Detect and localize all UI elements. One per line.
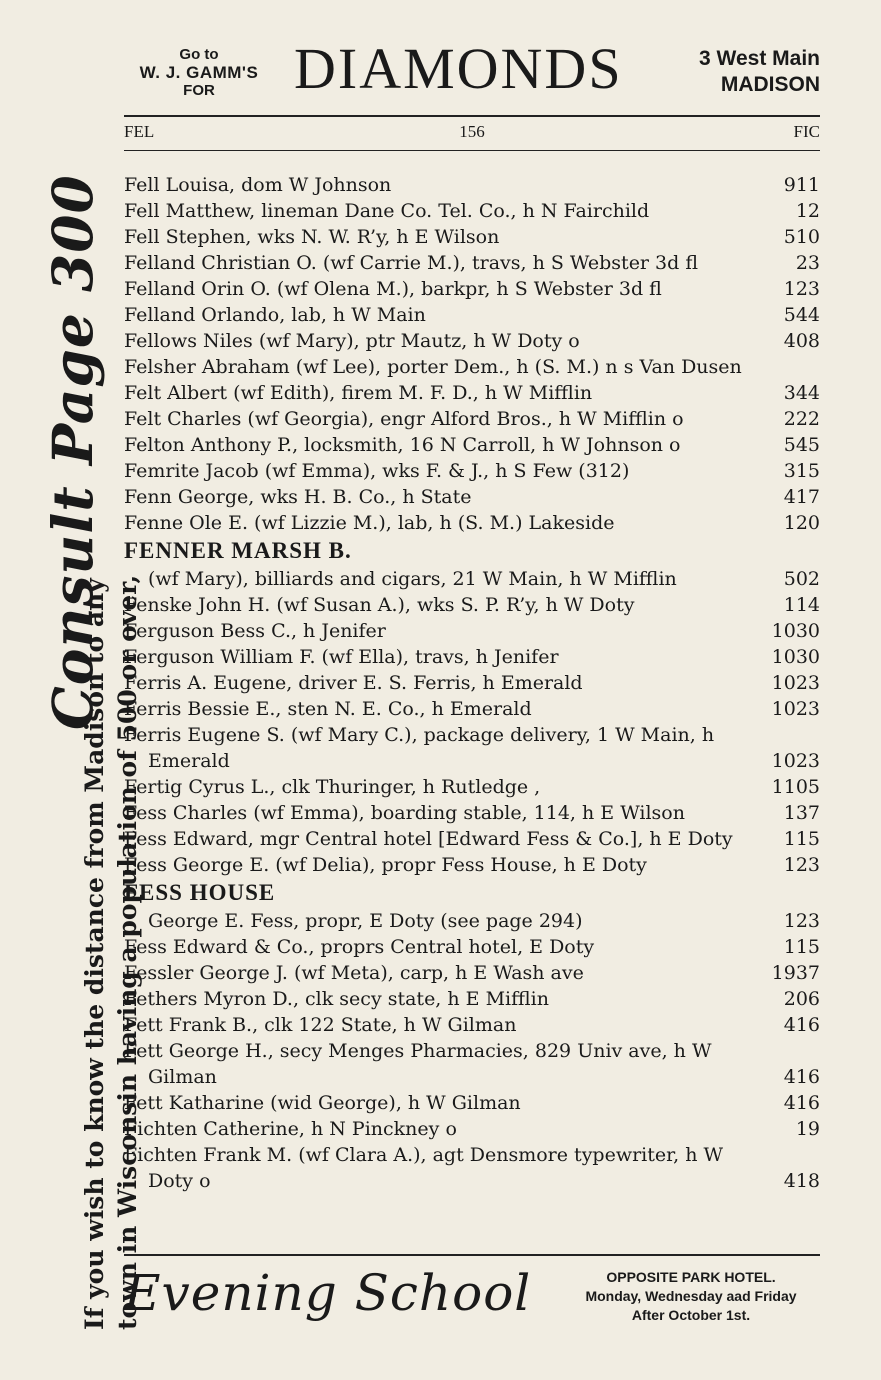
entry-number: 416 xyxy=(783,1014,820,1036)
entry-number: 545 xyxy=(783,434,820,456)
directory-entry xyxy=(124,1038,820,1090)
footer-ad-line-3: After October 1st. xyxy=(631,1307,751,1323)
directory-entry xyxy=(124,826,820,852)
entry-text: Fessler George J. (wf Meta), carp, h E Wash ave xyxy=(124,962,584,984)
directory-entry xyxy=(124,618,820,644)
directory-entry xyxy=(124,1142,820,1194)
entry-text: Fichten Catherine, h N Pinckney o xyxy=(124,1118,457,1140)
directory-entry xyxy=(124,250,820,276)
entry-text: FESS HOUSE xyxy=(124,880,276,905)
entry-text: Felt Albert (wf Edith), firem M. F. D., h W Mifflin xyxy=(124,382,593,404)
entry-number: 123 xyxy=(783,854,820,876)
directory-entry xyxy=(124,960,820,986)
directory-entry xyxy=(124,592,820,618)
entry-number: 19 xyxy=(795,1118,820,1140)
entry-text: Femrite Jacob (wf Emma), wks F. & J., h S Few (312) xyxy=(124,460,630,482)
directory-entry xyxy=(124,224,820,250)
directory-entry xyxy=(124,172,820,198)
entry-text: Fenn George, wks H. B. Co., h State xyxy=(124,486,472,508)
entry-number: 510 xyxy=(783,226,820,248)
directory-entry xyxy=(124,484,820,510)
entry-heading xyxy=(124,536,820,566)
directory-entry xyxy=(124,852,820,878)
directory-entry xyxy=(124,696,820,722)
side-ad-big-text: Consult Page 300 xyxy=(40,174,105,730)
entry-number: 1023 xyxy=(771,750,820,772)
directory-entry xyxy=(124,510,820,536)
directory-entry xyxy=(124,670,820,696)
entry-number: 1030 xyxy=(771,620,820,642)
entry-text: Felton Anthony P., locksmith, 16 N Carroll, h W Johnson o xyxy=(124,434,681,456)
entry-text: George E. Fess, propr, E Doty (see page 294) xyxy=(148,910,583,932)
entry-text: Ferguson William F. (wf Ella), travs, h Jenifer xyxy=(124,646,559,668)
entry-number: 123 xyxy=(783,278,820,300)
directory-entry xyxy=(124,934,820,960)
entry-text: Ferris Eugene S. (wf Mary C.), package delivery, 1 W Main, h Emerald xyxy=(124,724,715,772)
directory-entry xyxy=(124,774,820,800)
entry-number: 416 xyxy=(783,1066,820,1088)
entry-text: Fenske John H. (wf Susan A.), wks S. P. R’y, h W Doty xyxy=(124,594,635,616)
entry-number: 315 xyxy=(783,460,820,482)
entry-text: Felland Orlando, lab, h W Main xyxy=(124,304,426,326)
directory-entry xyxy=(124,380,820,406)
running-head-right: FIC xyxy=(793,122,820,141)
directory-entry xyxy=(124,800,820,826)
entry-text: FENNER MARSH B. xyxy=(124,538,352,563)
entry-number: 120 xyxy=(783,512,820,534)
entry-number: 502 xyxy=(783,568,820,590)
entry-number: 12 xyxy=(795,200,820,222)
entry-number: 114 xyxy=(783,594,820,616)
side-ad-line-2: town in Wisconsin having a population of 500 or over, xyxy=(113,574,142,1330)
entry-text: Felland Orin O. (wf Olena M.), barkpr, h S Webster 3d fl xyxy=(124,278,662,300)
footer-ad-line-1: OPPOSITE PARK HOTEL. xyxy=(606,1269,776,1285)
footer-rule xyxy=(124,1254,820,1256)
entry-text: Fell Louisa, dom W Johnson xyxy=(124,174,392,196)
entry-number: 417 xyxy=(783,486,820,508)
page-number: 156 xyxy=(459,122,485,141)
footer-ad-details xyxy=(566,1268,816,1325)
header-ad-left xyxy=(124,46,274,100)
entry-number: 206 xyxy=(783,988,820,1010)
footer-ad-title: Evening School xyxy=(124,1264,532,1322)
header-ad-address xyxy=(699,46,820,98)
entry-number: 911 xyxy=(783,174,820,196)
directory-entry xyxy=(124,1090,820,1116)
directory-entry xyxy=(124,722,820,774)
entry-number: 123 xyxy=(783,910,820,932)
entry-text: Fell Stephen, wks N. W. R’y, h E Wilson xyxy=(124,226,500,248)
header-ad-goto: Go to xyxy=(179,46,219,63)
entry-text: Fenne Ole E. (wf Lizzie M.), lab, h (S. M.) Lakeside xyxy=(124,512,615,534)
entry-text: Fett Frank B., clk 122 State, h W Gilman xyxy=(124,1014,517,1036)
entry-text: Fess George E. (wf Delia), propr Fess House, h E Doty xyxy=(124,854,647,876)
entry-text: Fertig Cyrus L., clk Thuringer, h Rutledge , xyxy=(124,776,541,798)
directory-entry xyxy=(124,302,820,328)
directory-entry xyxy=(124,276,820,302)
entry-text: Fess Charles (wf Emma), boarding stable, 114, h E Wilson xyxy=(124,802,685,824)
directory-entry xyxy=(124,458,820,484)
directory-entry xyxy=(124,198,820,224)
header-ad-address-line-1: 3 West Main xyxy=(699,47,820,70)
directory-entry xyxy=(124,406,820,432)
running-head xyxy=(124,122,820,146)
entry-number: 137 xyxy=(783,802,820,824)
directory-entry xyxy=(124,566,820,592)
entry-number: 544 xyxy=(783,304,820,326)
entry-heading xyxy=(124,878,820,908)
directory-entry xyxy=(124,644,820,670)
header-rule-bottom xyxy=(124,150,820,151)
entry-text: Fellows Niles (wf Mary), ptr Mautz, h W Doty o xyxy=(124,330,580,352)
entry-number: 1030 xyxy=(771,646,820,668)
entry-text: (wf Mary), billiards and cigars, 21 W Main, h W Mifflin xyxy=(148,568,677,590)
entry-number: 344 xyxy=(783,382,820,404)
entry-number: 115 xyxy=(783,828,820,850)
entry-text: Fess Edward, mgr Central hotel [Edward Fess & Co.], h E Doty xyxy=(124,828,733,850)
directory-entry xyxy=(124,908,820,934)
entry-number: 1105 xyxy=(771,776,820,798)
directory-entry xyxy=(124,432,820,458)
entry-number: 1937 xyxy=(771,962,820,984)
running-head-left: FEL xyxy=(124,122,155,141)
footer-advertisement xyxy=(124,1262,820,1332)
entry-text: Fell Matthew, lineman Dane Co. Tel. Co., h N Fairchild xyxy=(124,200,650,222)
entry-number: 23 xyxy=(795,252,820,274)
entry-text: Felland Christian O. (wf Carrie M.), travs, h S Webster 3d fl xyxy=(124,252,699,274)
entry-text: Fethers Myron D., clk secy state, h E Mifflin xyxy=(124,988,549,1010)
header-ad-title: DIAMONDS xyxy=(294,36,623,101)
directory-entry xyxy=(124,1116,820,1142)
directory-entry xyxy=(124,328,820,354)
side-ad-line-1: If you wish to know the distance from Madison to any xyxy=(80,578,109,1330)
entry-text: Ferris A. Eugene, driver E. S. Ferris, h Emerald xyxy=(124,672,583,694)
entry-text: Fett Katharine (wid George), h W Gilman xyxy=(124,1092,521,1114)
entry-text: Fichten Frank M. (wf Clara A.), agt Densmore typewriter, h W Doty o xyxy=(124,1144,724,1192)
entry-text: Ferguson Bess C., h Jenifer xyxy=(124,620,386,642)
entry-number: 416 xyxy=(783,1092,820,1114)
directory-entry xyxy=(124,354,820,380)
directory-entry xyxy=(124,1012,820,1038)
entry-number: 115 xyxy=(783,936,820,958)
header-ad-name: W. J. GAMM'S xyxy=(139,63,259,82)
entry-number: 1023 xyxy=(771,698,820,720)
entry-text: Fess Edward & Co., proprs Central hotel, E Doty xyxy=(124,936,595,958)
entry-number: 408 xyxy=(783,330,820,352)
entry-number: 222 xyxy=(783,408,820,430)
header-ad-for: FOR xyxy=(183,82,215,99)
header-ad-address-line-2: MADISON xyxy=(720,73,820,96)
directory-list xyxy=(124,172,820,1194)
header-rule-top xyxy=(124,115,820,117)
footer-ad-line-2: Monday, Wednesday aad Friday xyxy=(585,1288,797,1304)
entry-text: Felsher Abraham (wf Lee), porter Dem., h (S. M.) n s Van Dusen xyxy=(124,356,742,378)
entry-text: Ferris Bessie E., sten N. E. Co., h Emerald xyxy=(124,698,532,720)
header-advertisement xyxy=(124,36,820,110)
directory-entry xyxy=(124,986,820,1012)
entry-number: 1023 xyxy=(771,672,820,694)
entry-number: 418 xyxy=(783,1170,820,1192)
entry-text: Fett George H., secy Menges Pharmacies, 829 Univ ave, h W Gilman xyxy=(124,1040,712,1088)
entry-text: Felt Charles (wf Georgia), engr Alford Bros., h W Mifflin o xyxy=(124,408,684,430)
